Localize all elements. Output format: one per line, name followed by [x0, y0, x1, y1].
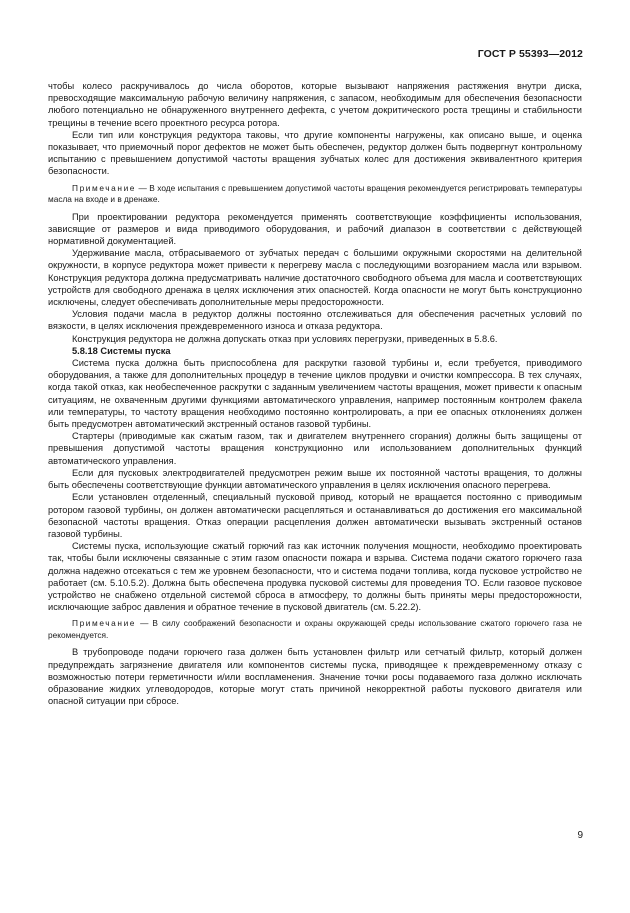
document-body: [48, 80, 582, 707]
paragraph: Если тип или конструкция редуктора таковы, что другие компоненты нагружены, как описано выше, и оценка показывает, что приемочный порог дефектов не может быть обеспечен, редуктор должен быть подвергнут контрольному испытанию с превышением допустимой частоты вращения зубчатых колес для достижения эквивалентного критерия безопасности.: [48, 129, 582, 177]
paragraph: Условия подачи масла в редуктор должны постоянно отслеживаться для обеспечения расчетных условий по вязкости, в целях исключения преждевременного износа и отказа редуктора.: [48, 309, 582, 332]
paragraph: чтобы колесо раскручивалось до числа оборотов, которые вызывают напряжения растяжения внутри диска, превосходящие максимальную рабочую величину напряжения, с запасом, необходимым для обеспечения безопасности любого потенциально не обнаруженного внутреннего дефекта, с учетом докритического роста трещины и стабильности трещины в течение всего проектного ресурса ротора.: [48, 81, 582, 128]
paragraph: Если для пусковых электродвигателей предусмотрен режим выше их постоянной частоты вращения, то должны быть обеспечены соответствующие функции автоматического управления в целях исключения опасного перегрева.: [48, 467, 582, 491]
section-heading: 5.8.18 Системы пуска: [72, 345, 171, 356]
page-number: 9: [577, 830, 583, 841]
note-label: Примечание: [72, 182, 137, 193]
paragraph: Система пуска должна быть приспособлена для раскрутки газовой турбины и, если требуется, приводимого оборудования, а также для дополнительных процедур в течение циклов продувки и очистки компрессора. В тех случаях, когда такой отказ, как необеспеченное раскрутки с заданным увеличением частоты вращения, может привести к опасным ситуациям, не охваченным другими функциями автоматического управления, например постоянным контролем факела или температуры, то частоту вращения необходимо постоянно контролировать, а при ее опасных отклонениях должен быть предусмотрен автоматический экстренный останов газовой турбины.: [48, 358, 582, 430]
note: [48, 618, 582, 641]
paragraph: Если установлен отделенный, специальный пусковой привод, который не вращается постоянно с приводимым ротором газовой турбины, он должен автоматически расцепляться и останавливаться до достижения его максимальной безопасной частоты вращения. Отказ операции расцепления должен автоматически вызывать экстренный останов газовой турбины.: [48, 492, 582, 539]
note-label: Примечание: [72, 618, 137, 629]
note: [48, 183, 582, 206]
paragraph: Системы пуска, использующие сжатый горючий газ как источник получения мощности, необходимо проектировать так, чтобы были исключены связанные с этим газом опасности пожара и взрыва. Система подачи сжатого горючего газа должна надежно отсекаться с тем же уровнем безопасности, что и система подачи топлива, когда пусковое устройство не работает (см. 5.10.5.2). Должна быть обеспечена продувка пусковой системы для проведения ТО. Если газовое пусковое устройство не снабжено отдельной системой сброса в атмосферу, то должны быть приняты меры предосторожности, исключающие заброс давления и обратное течение в пусковой двигатель (см. 5.22.2).: [48, 541, 582, 613]
paragraph: В трубопроводе подачи горючего газа должен быть установлен фильтр или сетчатый фильтр, который должен предупреждать загрязнение двигателя или компонентов системы пуска, приводящее к преждевременному отказу с возможностью потери герметичности и/или воспламенения. Значение точки росы подаваемого газа должно исключать образование жидких углеводородов, которые могут стать причиной некорректной работы пускового двигателя или опасной ситуации при сбросе.: [48, 647, 582, 707]
paragraph: Стартеры (приводимые как сжатым газом, так и двигателем внутреннего сгорания) должны быть защищены от превышения допустимой частоты вращения конструкционно или использованием дополнительных функций автоматического управления.: [48, 431, 582, 466]
paragraph: Конструкция редуктора не должна допускать отказ при условиях перегрузки, приведенных в 5.8.6.: [72, 333, 498, 344]
note-text: — В силу соображений безопасности и охраны окружающей среды использование сжатого горючего газа не рекомендуется.: [48, 618, 582, 640]
document-id-header: ГОСТ Р 55393—2012: [477, 48, 583, 60]
note-text: — В ходе испытания с превышением допустимой частоты вращения рекомендуется регистрировать температуры масла на входе и в дренаже.: [48, 182, 582, 205]
paragraph: При проектировании редуктора рекомендуется применять соответствующие коэффициенты использования, зависящие от размеров и вида приводимого оборудования, и рабочий диапазон в соответствии с действующей нормативной документацией.: [48, 211, 582, 247]
paragraph: Удерживание масла, отбрасываемого от зубчатых передач с большими окружными скоростями на делительной окружности, в корпусе редуктора может привести к перегреву масла с последующими возгоранием масла или взрывом. Конструкция редуктора должна предусматривать наличие достаточного свободного объема для масла и соответствующих устройств для свободного дренажа в целях исключения этих опасностей. Когда опасности не могут быть конструкционно исключены, следует обеспечивать дополнительные меры предосторожности.: [48, 248, 582, 308]
